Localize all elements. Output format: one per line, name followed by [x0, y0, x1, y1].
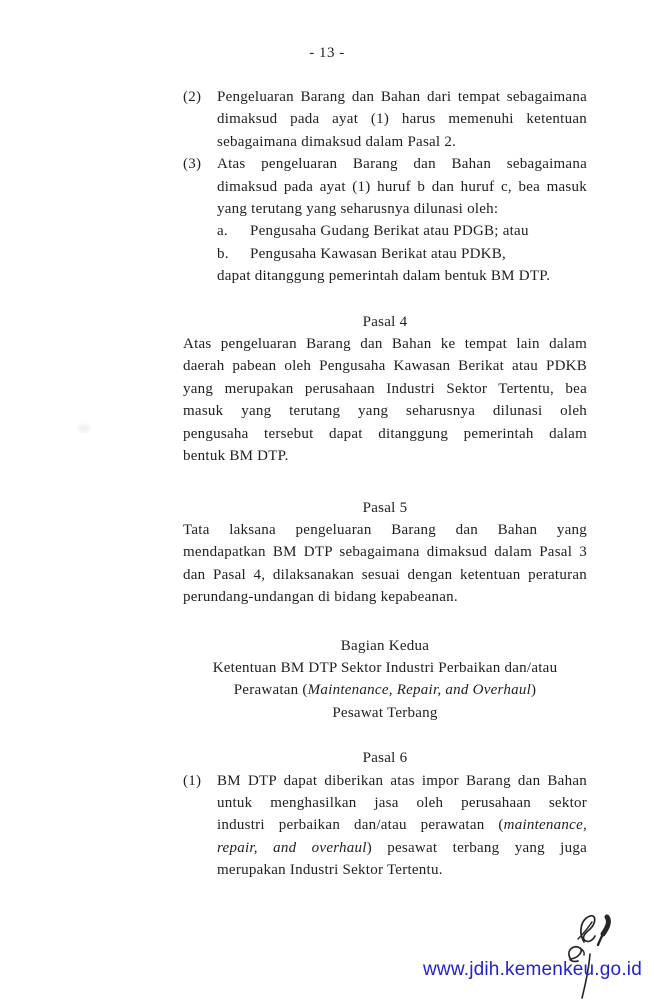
ayat-2-number: (2)	[183, 89, 202, 105]
text-line: yang merupakan perusahaan Industri Sektor Tertentu, bea	[183, 380, 587, 397]
italic-phrase: repair, and overhaul	[217, 839, 367, 856]
text-line: merupakan Industri Sektor Tertentu.	[217, 862, 443, 879]
huruf-b-label: b.	[217, 245, 229, 262]
heading-line: Bagian Kedua	[340, 637, 430, 654]
text-line: Tata laksana pengeluaran Barang dan Bahan yang	[183, 521, 587, 538]
handwritten-initials-icon	[540, 898, 654, 1000]
text-line: masuk yang terutang yang seharusnya dilunasi oleh	[183, 403, 587, 420]
text-line: pengusaha tersebut dapat ditanggung pemerintah dalam	[183, 425, 587, 442]
huruf-b	[217, 243, 587, 265]
italic-phrase: maintenance,	[503, 817, 587, 834]
pasal-6-heading: Pasal 6	[362, 750, 408, 767]
text-line: sebagaimana dimaksud dalam Pasal 2.	[217, 133, 457, 150]
text-line: industri perbaikan dan/atau perawatan (maintenance,	[217, 817, 587, 834]
heading-line: Pesawat Terbang	[332, 704, 438, 721]
pasal-4-heading: Pasal 4	[362, 313, 408, 330]
pasal-4-paragraph	[183, 333, 587, 467]
text-line: Pengusaha Gudang Berikat atau PDGB; atau	[250, 223, 529, 240]
huruf-a	[217, 220, 587, 242]
text-line: Pengusaha Kawasan Berikat atau PDKB,	[250, 245, 507, 262]
scan-smudge	[78, 424, 90, 433]
text-line: daerah pabean oleh Pengusaha Kawasan Berikat atau PDKB	[183, 358, 587, 375]
pasal-6-ayat-1	[183, 770, 587, 882]
huruf-a-label: a.	[217, 223, 228, 240]
ayat-3-number: (3)	[183, 156, 202, 173]
pasal-5-heading: Pasal 5	[362, 499, 408, 516]
italic-phrase: Maintenance, Repair, and Overhaul	[307, 682, 532, 699]
heading-line: Ketentuan BM DTP Sektor Industri Perbaikan dan/atau	[212, 659, 558, 676]
text-line: repair, and overhaul) pesawat terbang yang juga	[217, 839, 587, 856]
pasal-5-paragraph	[183, 519, 587, 609]
text-line: Atas pengeluaran Barang dan Bahan ke tempat lain dalam	[183, 336, 587, 353]
document-body	[183, 86, 587, 882]
ayat-1-number: (1)	[183, 772, 202, 789]
ayat-2	[183, 86, 587, 153]
text-line: untuk menghasilkan jasa oleh perusahaan sektor	[217, 794, 587, 811]
text-line: bentuk BM DTP.	[183, 448, 289, 465]
text-line: dapat ditanggung pemerintah dalam bentuk BM DTP.	[217, 268, 551, 285]
text-line: yang terutang yang seharusnya dilunasi oleh:	[217, 201, 499, 218]
text-line: perundang-undangan di bidang kepabeanan.	[183, 589, 458, 606]
ayat-3	[183, 153, 587, 287]
text-line: dan Pasal 4, dilaksanakan sesuai dengan ketentuan peraturan	[183, 566, 587, 583]
text-line: dimaksud pada ayat (1) harus memenuhi ketentuan	[217, 111, 587, 128]
bagian-kedua-heading	[183, 635, 587, 725]
text-line: BM DTP dapat diberikan atas impor Barang dan Bahan	[217, 772, 587, 789]
text-line: dimaksud pada ayat (1) huruf b dan huruf c, bea masuk	[217, 178, 587, 195]
text-line: mendapatkan BM DTP sebagaimana dimaksud dalam Pasal 3	[183, 544, 587, 561]
text-line: Pengeluaran Barang dan Bahan dari tempat sebagaimana	[217, 89, 587, 105]
text-line: Atas pengeluaran Barang dan Bahan sebagaimana	[217, 156, 587, 173]
heading-line: Perawatan (Maintenance, Repair, and Overhaul)	[233, 682, 537, 699]
page-number: - 13 -	[309, 45, 345, 61]
jdih-kemenkeu-link[interactable]: www.jdih.kemenkeu.go.id	[423, 959, 642, 980]
